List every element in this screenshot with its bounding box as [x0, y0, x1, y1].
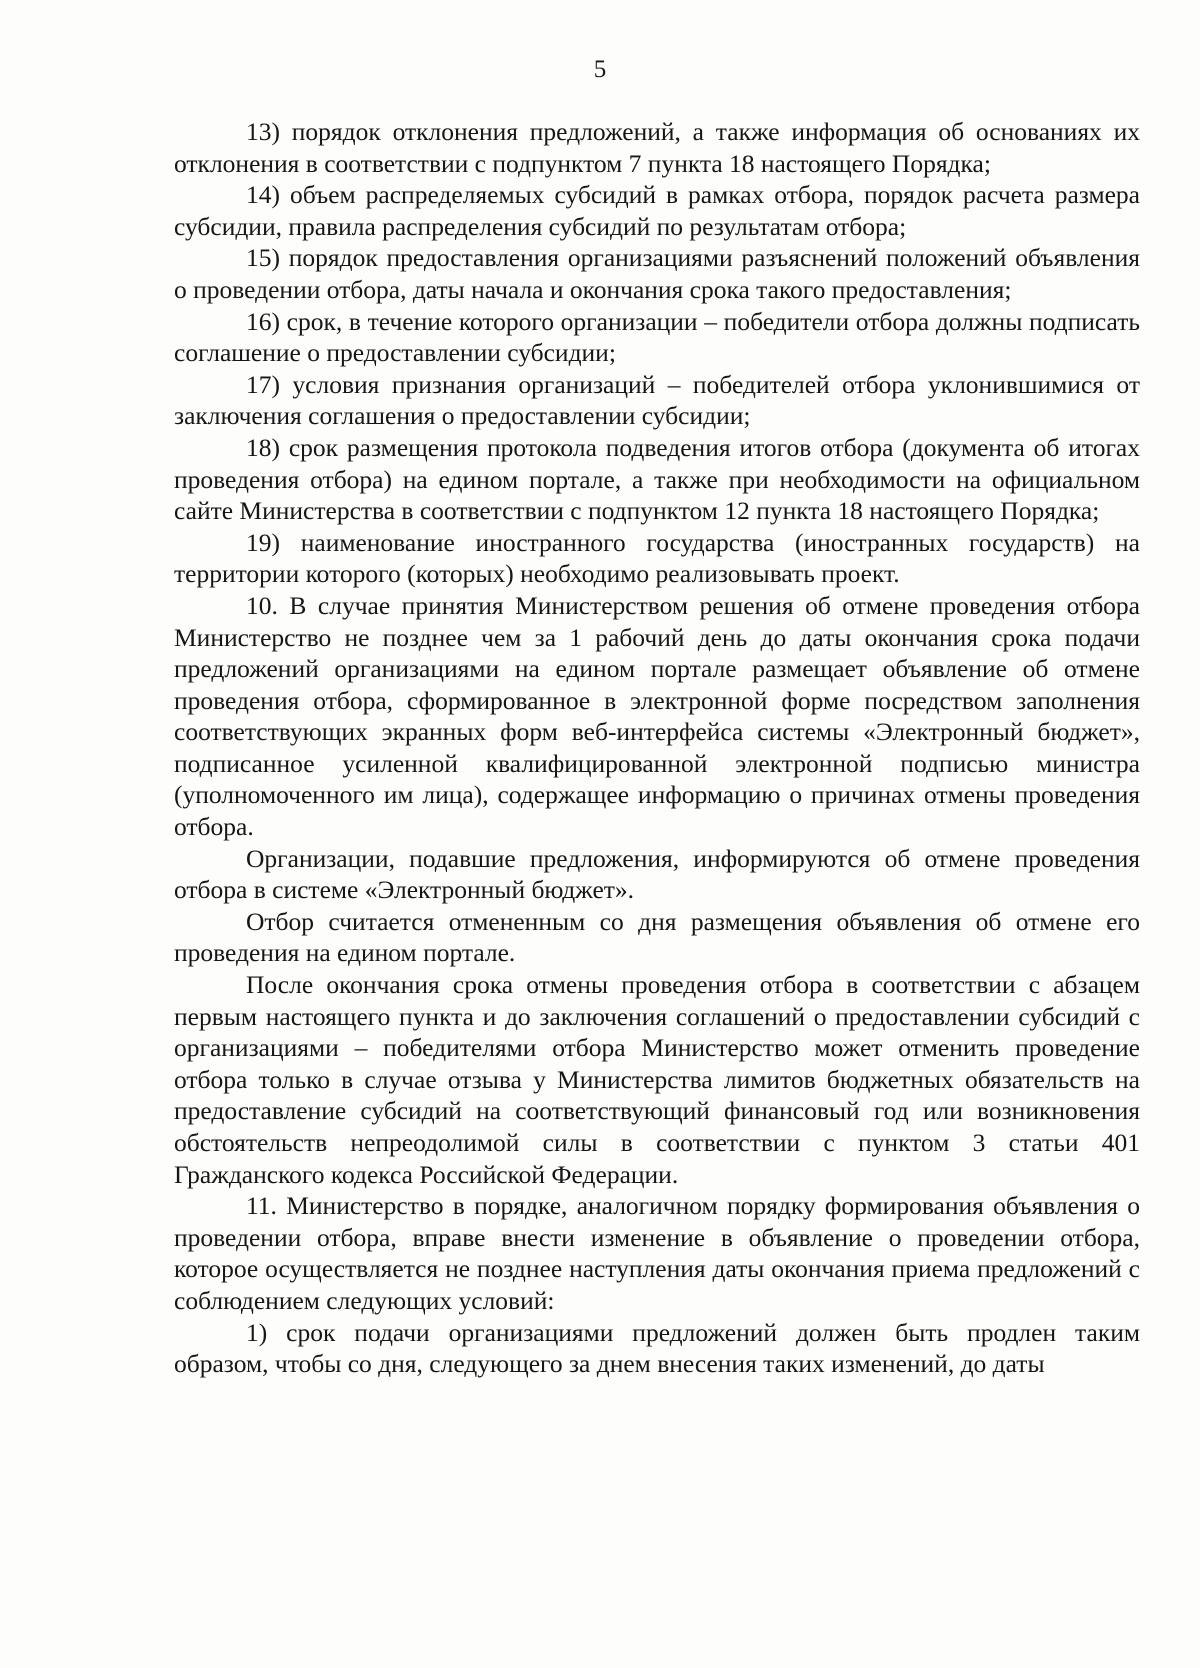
paragraph-clause-10: 10. В случае принятия Министерством решения об отмене проведения отбора Министерство не позднее чем за 1 рабочий день до даты окончания срока подачи предложений организациями на едином портале размещает объявление об отмене проведения отбора, сформированное в электронной форме посредством заполнения соответствующих экранных форм веб-интерфейса системы «Электронный бюджет», подписанное усиленной квалифицированной электронной подписью министра (уполномоченного им лица), содержащее информацию о причинах отмены проведения отбора. — [174, 590, 1140, 842]
paragraph-item-17: 17) условия признания организаций – победителей отбора уклонившимися от заключения соглашения о предоставлении субсидии; — [174, 369, 1140, 431]
paragraph-clause-10-notification: Организации, подавшие предложения, информируются об отмене проведения отбора в системе «Электронный бюджет». — [174, 843, 1140, 905]
paragraph-item-14: 14) объем распределяемых субсидий в рамках отбора, порядок расчета размера субсидии, правила распределения субсидий по результатам отбора; — [174, 180, 1140, 241]
paragraph-clause-11: 11. Министерство в порядке, аналогичном порядку формирования объявления о проведении отбора, вправе внести изменение в объявление о проведении отбора, которое осуществляется не позднее наступления даты окончания приема предложений с соблюдением следующих условий: — [174, 1191, 1140, 1315]
paragraph-clause-11-item-1: 1) срок подачи организациями предложений должен быть продлен таким образом, чтобы со дня, следующего за днем внесения таких изменений, до даты — [174, 1317, 1140, 1379]
page-number: 5 — [593, 56, 607, 83]
paragraph-item-15: 15) порядок предоставления организациями разъяснений положений объявления о проведении отбора, даты начала и окончания срока такого предоставления; — [174, 243, 1140, 304]
paragraph-clause-10-limits: После окончания срока отмены проведения отбора в соответствии с абзацем первым настоящего пункта и до заключения соглашений о предоставлении субсидий с организациями – победителями отбора Министерство может отменить проведение отбора только в случае отзыва у Министерства лимитов бюджетных обязательств на предоставление субсидий на соответствующий финансовый год или возникновения обстоятельств непреодолимой силы в соответствии с пунктом 3 статьи 401 Гражданского кодекса Российской Федерации. — [174, 970, 1140, 1189]
document-body — [174, 116, 1140, 1380]
paragraph-item-19: 19) наименование иностранного государства (иностранных государств) на территории которого (которых) необходимо реализовывать проект. — [174, 527, 1140, 589]
paragraph-item-16: 16) срок, в течение которого организации – победители отбора должны подписать соглашение о предоставлении субсидии; — [174, 306, 1140, 368]
paragraph-item-13: 13) порядок отклонения предложений, а также информация об основаниях их отклонения в соответствии с подпунктом 7 пункта 18 настоящего Порядка; — [174, 117, 1140, 178]
paragraph-clause-10-cancellation-date: Отбор считается отмененным со дня размещения объявления об отмене его проведения на едином портале. — [174, 906, 1140, 968]
paragraph-item-18: 18) срок размещения протокола подведения итогов отбора (документа об итогах проведения отбора) на едином портале, а также при необходимости на официальном сайте Министерства в соответствии с подпунктом 12 пункта 18 настоящего Порядка; — [174, 432, 1140, 526]
